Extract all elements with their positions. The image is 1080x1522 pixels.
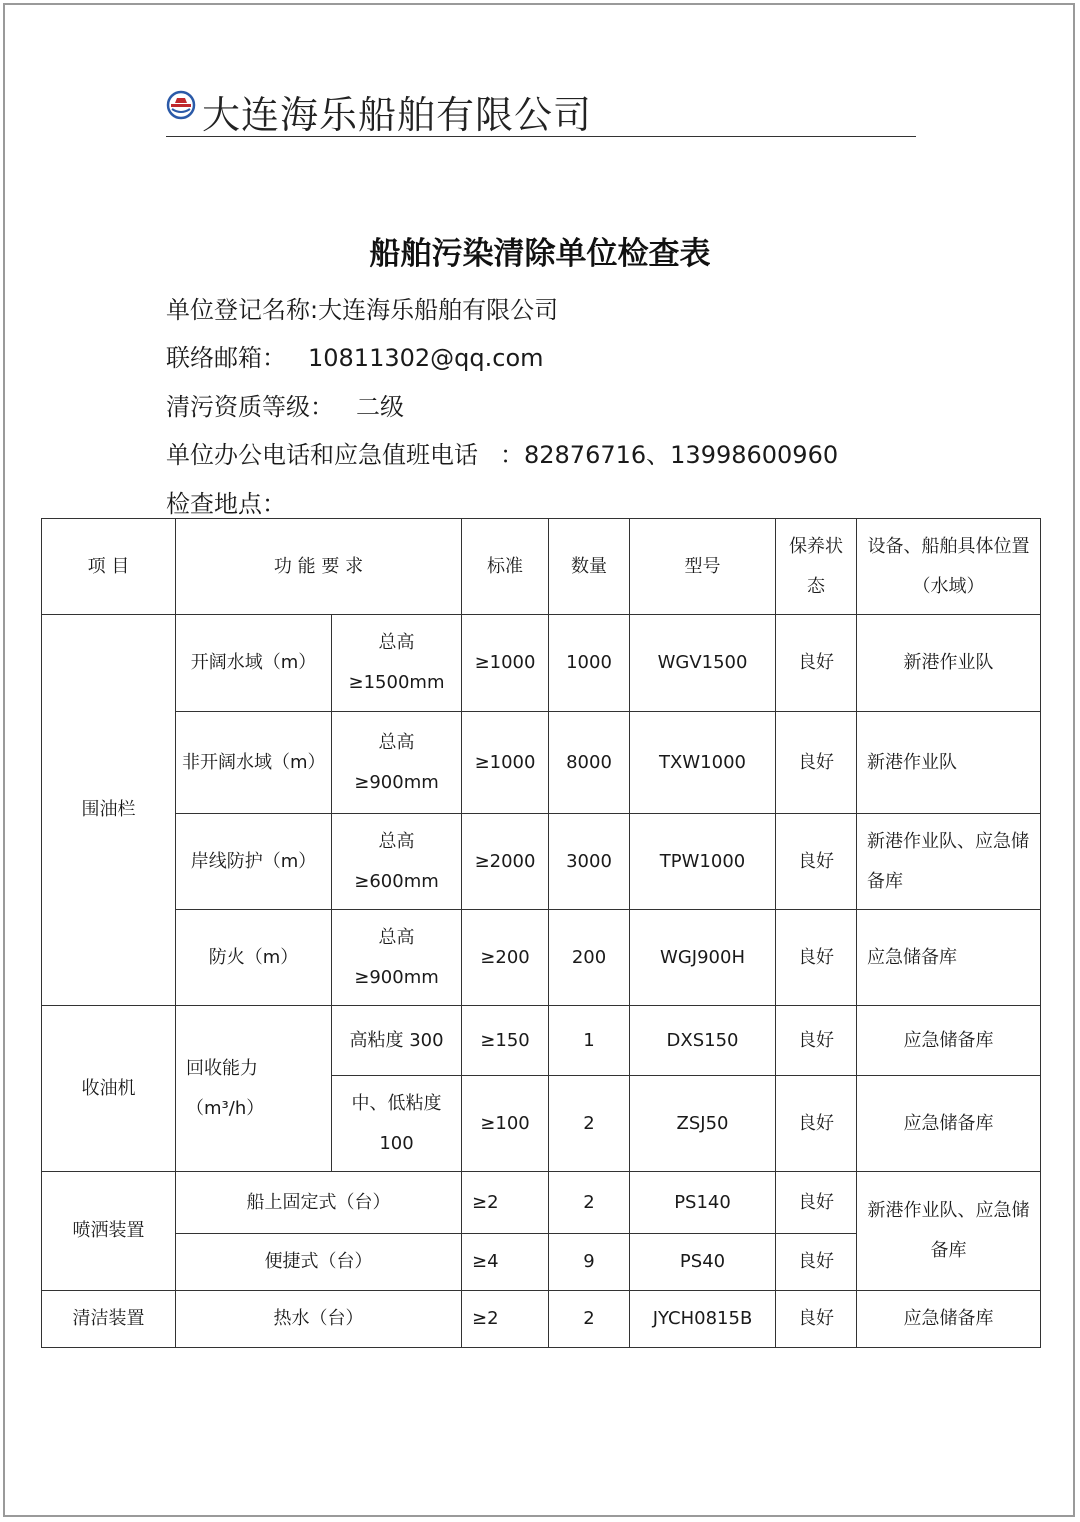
function-cell: 船上固定式（台） <box>176 1172 462 1234</box>
qualification-label: 清污资质等级： <box>166 393 334 421</box>
table-row <box>42 1291 1041 1348</box>
quantity-cell: 2 <box>549 1172 630 1234</box>
category-cleaner: 清洁装置 <box>42 1291 176 1348</box>
spec-cell: 中、低粘度100 <box>332 1076 462 1172</box>
header-location: 设备、船舶具体位置（水域） <box>857 519 1041 615</box>
model-cell: TPW1000 <box>630 814 776 910</box>
standard-cell: ≥2 <box>462 1172 549 1234</box>
function-cell: 开阔水域（m） <box>176 615 332 712</box>
function-cell: 非开阔水域（m） <box>176 712 332 814</box>
standard-cell: ≥200 <box>462 910 549 1006</box>
email-line <box>166 338 544 373</box>
standard-cell: ≥1000 <box>462 615 549 712</box>
company-logo-icon <box>166 90 196 120</box>
unit-name: 单位登记名称:大连海乐船舶有限公司 <box>166 296 559 324</box>
qualification-value: 二级 <box>356 393 404 421</box>
function-cell: 热水（台） <box>176 1291 462 1348</box>
status-cell: 良好 <box>776 1006 857 1076</box>
spec-cell: 总高≥1500mm <box>332 615 462 712</box>
quantity-cell: 1000 <box>549 615 630 712</box>
location-cell: 应急储备库 <box>857 1076 1041 1172</box>
model-cell: ZSJ50 <box>630 1076 776 1172</box>
model-cell: PS40 <box>630 1234 776 1291</box>
email-label: 联络邮箱： <box>166 344 286 372</box>
quantity-cell: 1 <box>549 1006 630 1076</box>
header-standard: 标准 <box>462 519 549 615</box>
model-cell: WGV1500 <box>630 615 776 712</box>
table-row <box>42 615 1041 712</box>
company-header: 大连海乐船舶有限公司 <box>202 93 593 137</box>
standard-cell: ≥150 <box>462 1006 549 1076</box>
quantity-cell: 3000 <box>549 814 630 910</box>
table-row <box>42 1006 1041 1076</box>
status-cell: 良好 <box>776 712 857 814</box>
status-cell: 良好 <box>776 1234 857 1291</box>
quantity-cell: 200 <box>549 910 630 1006</box>
header-maintenance: 保养状态 <box>776 519 857 615</box>
phone-label: 单位办公电话和应急值班电话 <box>166 441 478 469</box>
category-sprayer: 喷洒装置 <box>42 1172 176 1291</box>
location-cell: 应急储备库 <box>857 910 1041 1006</box>
model-cell: WGJ900H <box>630 910 776 1006</box>
location-cell: 应急储备库 <box>857 1291 1041 1348</box>
spec-cell: 总高≥900mm <box>332 910 462 1006</box>
table-row <box>42 712 1041 814</box>
standard-cell: ≥4 <box>462 1234 549 1291</box>
standard-cell: ≥100 <box>462 1076 549 1172</box>
header-model: 型号 <box>630 519 776 615</box>
status-cell: 良好 <box>776 814 857 910</box>
qualification-line <box>166 387 404 422</box>
standard-cell: ≥2000 <box>462 814 549 910</box>
location-cell: 新港作业队 <box>857 615 1041 712</box>
status-cell: 良好 <box>776 1291 857 1348</box>
table-row <box>42 1172 1041 1234</box>
quantity-cell: 2 <box>549 1291 630 1348</box>
category-skimmer: 收油机 <box>42 1006 176 1172</box>
function-cell: 回收能力（m³/h） <box>176 1006 332 1172</box>
location-line: 检查地点： <box>166 490 286 518</box>
standard-cell: ≥1000 <box>462 712 549 814</box>
location-cell: 新港作业队、应急储备库 <box>857 1172 1041 1291</box>
header-function: 功 能 要 求 <box>176 519 462 615</box>
location-cell: 新港作业队、应急储备库 <box>857 814 1041 910</box>
phone-value: ：82876716、13998600960 <box>500 441 839 469</box>
letterhead <box>166 82 916 137</box>
spec-cell: 总高≥600mm <box>332 814 462 910</box>
function-cell: 防火（m） <box>176 910 332 1006</box>
spec-cell: 高粘度 300 <box>332 1006 462 1076</box>
inspection-table <box>41 518 1041 1348</box>
status-cell: 良好 <box>776 1172 857 1234</box>
standard-cell: ≥2 <box>462 1291 549 1348</box>
phone-line <box>166 435 838 470</box>
category-boom: 围油栏 <box>42 615 176 1006</box>
model-cell: PS140 <box>630 1172 776 1234</box>
table-header-row <box>42 519 1041 615</box>
location-cell: 新港作业队 <box>857 712 1041 814</box>
quantity-cell: 9 <box>549 1234 630 1291</box>
header-item: 项 目 <box>42 519 176 615</box>
location-cell: 应急储备库 <box>857 1006 1041 1076</box>
status-cell: 良好 <box>776 615 857 712</box>
function-cell: 便捷式（台） <box>176 1234 462 1291</box>
function-cell: 岸线防护（m） <box>176 814 332 910</box>
model-cell: JYCH0815B <box>630 1291 776 1348</box>
document-title: 船舶污染清除单位检查表 <box>369 236 711 272</box>
status-cell: 良好 <box>776 910 857 1006</box>
status-cell: 良好 <box>776 1076 857 1172</box>
table-row <box>42 910 1041 1006</box>
table-row <box>42 814 1041 910</box>
header-quantity: 数量 <box>549 519 630 615</box>
model-cell: TXW1000 <box>630 712 776 814</box>
email-value: 10811302@qq.com <box>308 344 544 372</box>
model-cell: DXS150 <box>630 1006 776 1076</box>
quantity-cell: 8000 <box>549 712 630 814</box>
quantity-cell: 2 <box>549 1076 630 1172</box>
spec-cell: 总高≥900mm <box>332 712 462 814</box>
